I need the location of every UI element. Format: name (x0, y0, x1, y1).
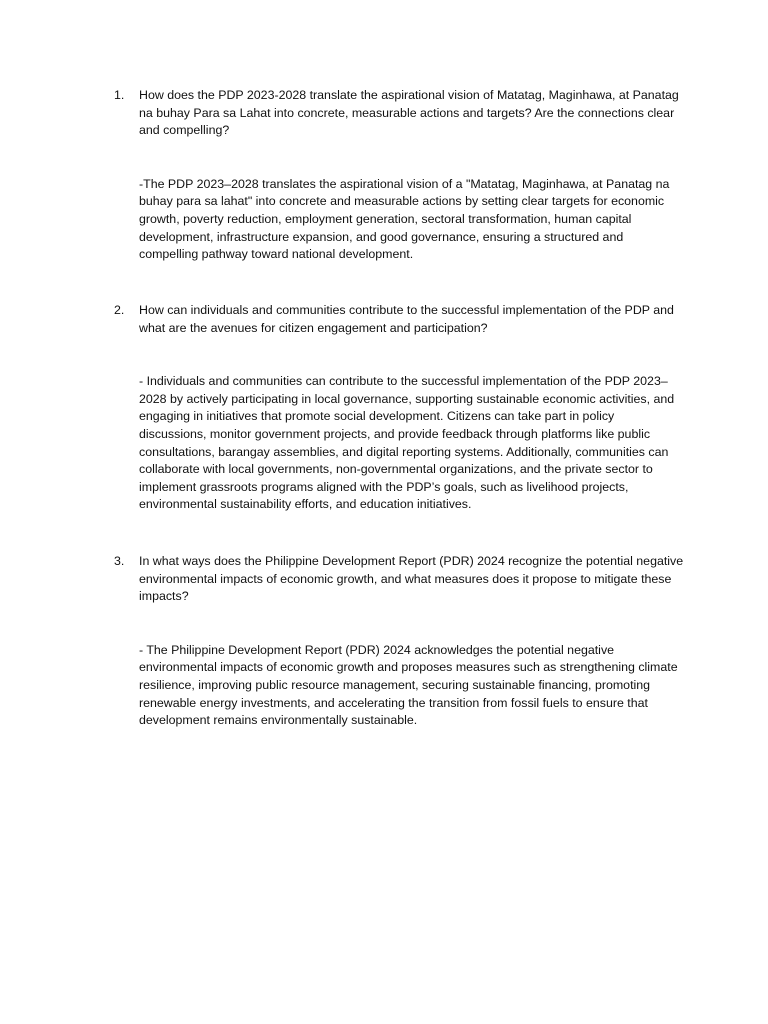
question-text: In what ways does the Philippine Development Report (PDR) 2024 recognize the potential negative environmental impacts of economic growth, and what measures does it propose to mitigate these impacts? (139, 554, 684, 604)
answer-3: - The Philippine Development Report (PDR) 2024 acknowledges the potential negative environmental impacts of economic growth and proposes measures such as strengthening climate resilience, improving public resource management, securing sustainable financing, promoting renewable energy investments, and accelerating the transition from fossil fuels to ensure that development remains environmentally sustainable. (139, 642, 678, 728)
qa-item-3 (114, 553, 684, 730)
question-number: 3. (114, 554, 125, 568)
question-1 (114, 87, 684, 140)
question-text: How does the PDP 2023-2028 translate the aspirational vision of Matatag, Maginhawa, at Panatag na buhay Para sa Lahat into concrete, measurable actions and targets? Are the connections clear and compelling? (139, 88, 679, 138)
qa-item-1 (114, 87, 684, 264)
question-number: 1. (114, 88, 125, 102)
question-2 (114, 302, 684, 337)
question-3 (114, 553, 684, 606)
question-text: How can individuals and communities contribute to the successful implementation of the PDP and what are the avenues for citizen engagement and participation? (139, 303, 674, 335)
qa-item-2 (114, 302, 684, 514)
question-number: 2. (114, 303, 125, 317)
answer-1: -The PDP 2023–2028 translates the aspirational vision of a "Matatag, Maginhawa, at Panatag na buhay para sa lahat" into concrete and measurable actions by setting clear targets for economic growth, poverty reduction, employment generation, sectoral transformation, human capital development, infrastructure expansion, and good governance, ensuring a structured and compelling pathway toward national development. (139, 176, 670, 262)
answer-2: - Individuals and communities can contribute to the successful implementation of the PDP 2023–2028 by actively participating in local governance, supporting sustainable economic activities, and engaging in initiatives that promote social development. Citizens can take part in policy discussions, monitor government projects, and provide feedback through platforms like public consultations, barangay assemblies, and digital reporting systems. Additionally, communities can collaborate with local governments, non-governmental organizations, and the private sector to implement grassroots programs aligned with the PDP’s goals, such as livelihood projects, environmental sustainability efforts, and education initiatives. (139, 374, 675, 512)
